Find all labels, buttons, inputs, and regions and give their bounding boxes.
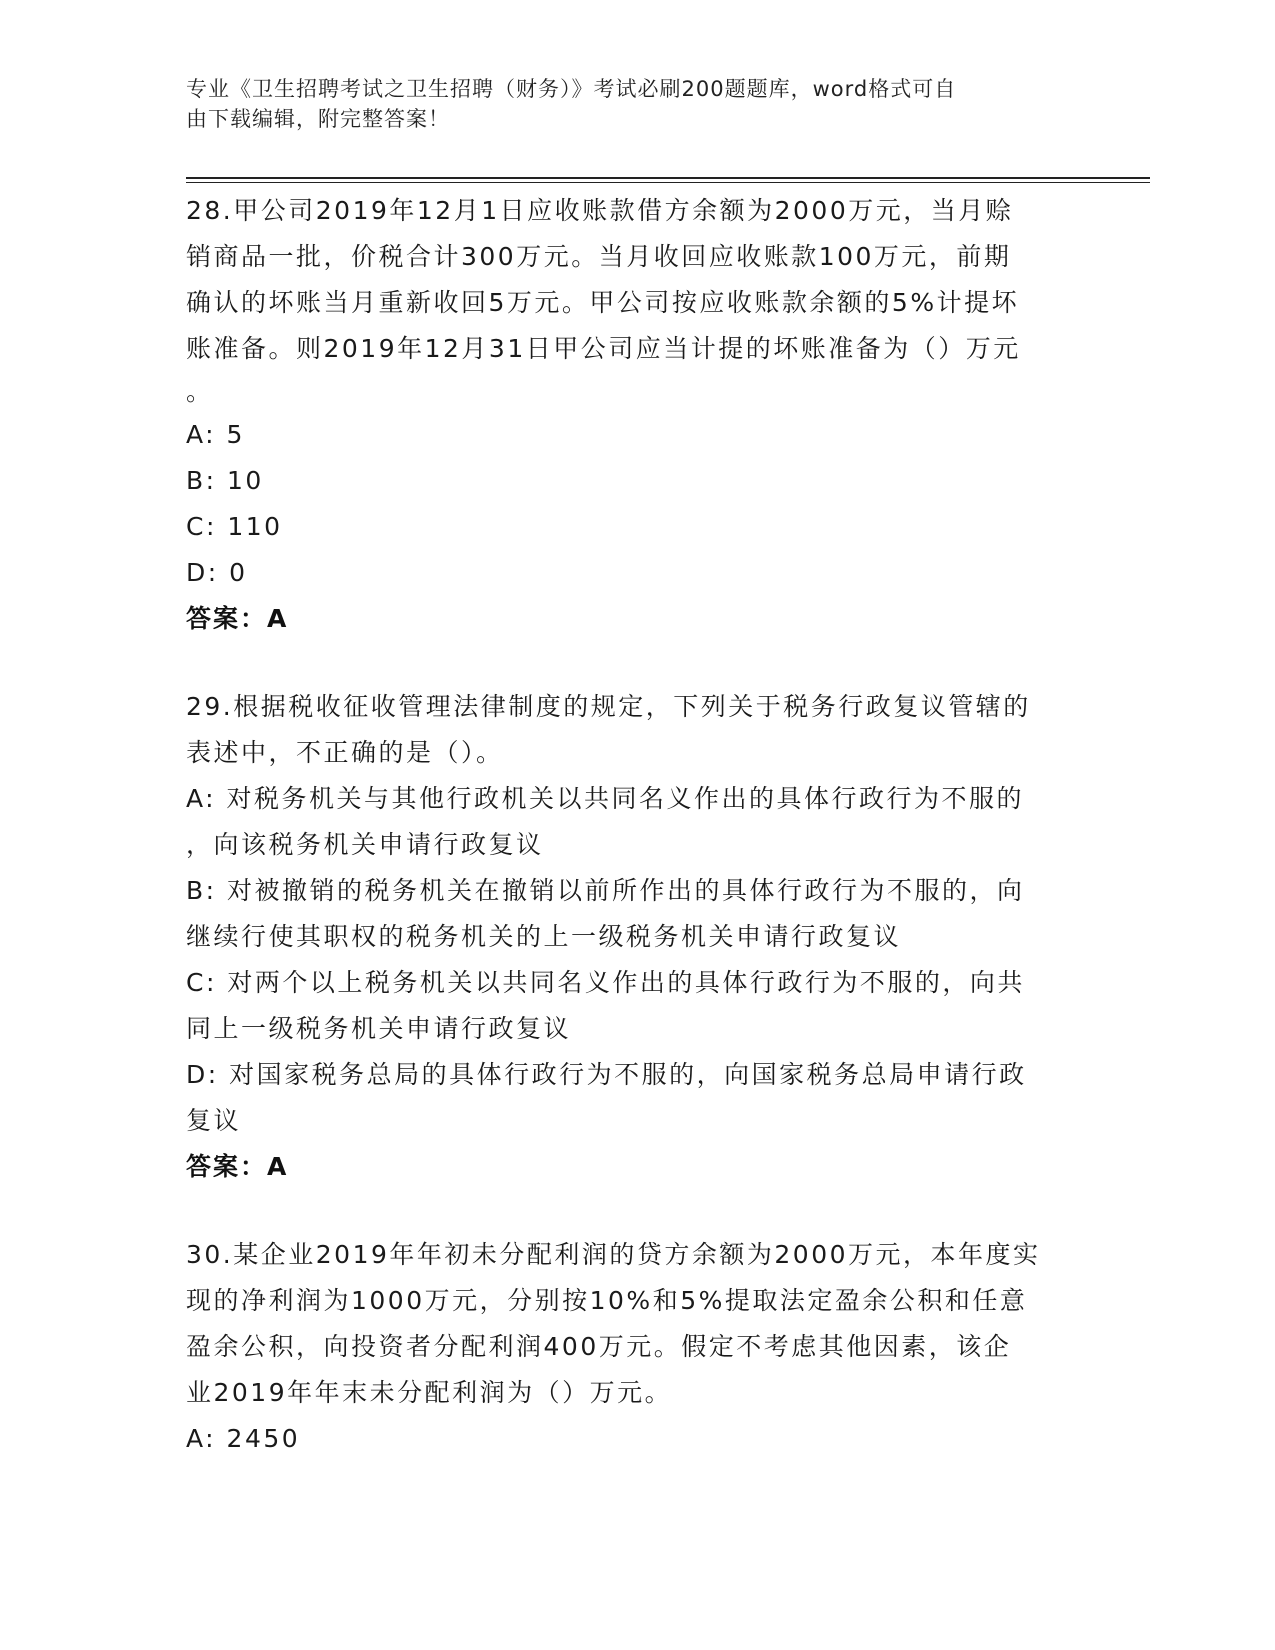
option-a: A: 2450 xyxy=(186,1424,301,1453)
question-30 xyxy=(186,1232,1086,1462)
option-a-cont: ，向该税务机关申请行政复议 xyxy=(186,830,544,859)
question-line: 29.根据税收征收管理法律制度的规定，下列关于税务行政复议管辖的 xyxy=(186,692,1031,721)
header-divider-thin xyxy=(186,182,1150,183)
header-line-1: 专业《卫生招聘考试之卫生招聘（财务）》考试必刷200题题库，word格式可自 xyxy=(186,77,957,101)
question-line: 盈余公积，向投资者分配利润400万元。假定不考虑其他因素，该企 xyxy=(186,1332,1012,1361)
option-d-cont: 复议 xyxy=(186,1106,242,1135)
header-divider-thick xyxy=(186,177,1150,179)
option-c: C: 110 xyxy=(186,512,283,541)
question-list xyxy=(186,188,1086,1504)
option-a: A: 对税务机关与其他行政机关以共同名义作出的具体行政行为不服的 xyxy=(186,784,1025,813)
document-header xyxy=(186,74,1066,134)
question-line: 业2019年年末未分配利润为（）万元。 xyxy=(186,1378,673,1407)
option-c-cont: 同上一级税务机关申请行政复议 xyxy=(186,1014,572,1043)
question-line: 账准备。则2019年12月31日甲公司应当计提的坏账准备为（）万元 xyxy=(186,334,1021,363)
option-b: B: 10 xyxy=(186,466,264,495)
question-line: 销商品一批，价税合计300万元。当月收回应收账款100万元，前期 xyxy=(186,242,1012,271)
question-line: 30.某企业2019年年初未分配利润的贷方余额为2000万元，本年度实 xyxy=(186,1240,1041,1269)
question-28 xyxy=(186,188,1086,642)
option-c: C: 对两个以上税务机关以共同名义作出的具体行政行为不服的，向共 xyxy=(186,968,1025,997)
question-line: 现的净利润为1000万元，分别按10%和5%提取法定盈余公积和任意 xyxy=(186,1286,1028,1315)
question-line-trailing: 。 xyxy=(186,377,212,406)
answer: 答案：A xyxy=(186,1152,289,1181)
option-d: D: 对国家税务总局的具体行政行为不服的，向国家税务总局申请行政 xyxy=(186,1060,1027,1089)
option-a: A: 5 xyxy=(186,420,245,449)
question-29 xyxy=(186,684,1086,1190)
option-b-cont: 继续行使其职权的税务机关的上一级税务机关申请行政复议 xyxy=(186,922,902,951)
option-d: D: 0 xyxy=(186,558,248,587)
question-line: 表述中，不正确的是（）。 xyxy=(186,738,504,767)
option-b: B: 对被撤销的税务机关在撤销以前所作出的具体行政行为不服的，向 xyxy=(186,876,1025,905)
question-line: 确认的坏账当月重新收回5万元。甲公司按应收账款余额的5%计提坏 xyxy=(186,288,1020,317)
answer: 答案：A xyxy=(186,604,289,633)
question-line: 28.甲公司2019年12月1日应收账款借方余额为2000万元，当月赊 xyxy=(186,196,1014,225)
header-line-2: 由下载编辑，附完整答案！ xyxy=(186,107,450,131)
